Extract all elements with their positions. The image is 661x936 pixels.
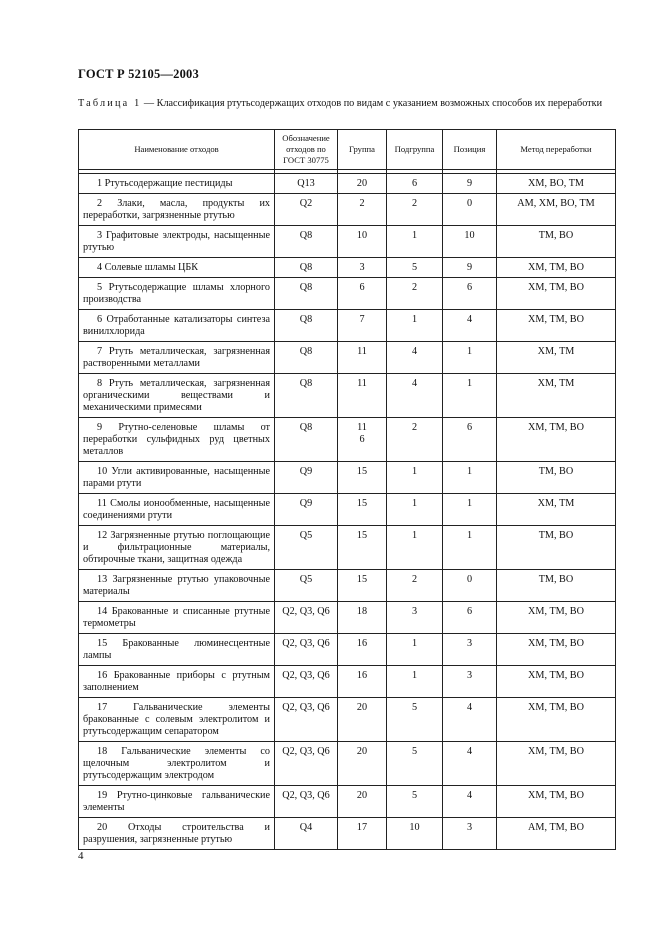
subgroup-cell: 5 <box>387 698 443 742</box>
waste-name: Ртуть металлическая, загрязненная органическими веществами и механическими примесями <box>83 378 270 413</box>
waste-name: Загрязненные ртутью упаковочные материалы <box>83 574 270 597</box>
group-cell: 3 <box>338 258 387 278</box>
method-cell: АМ, ТМ, ВО <box>497 818 616 850</box>
subgroup-cell: 1 <box>387 494 443 526</box>
waste-name-cell <box>79 462 275 494</box>
group-cell: 11 <box>338 342 387 374</box>
table-row <box>79 786 616 818</box>
waste-name: Ртуть металлическая, загрязненная растворенными металлами <box>83 346 270 369</box>
row-number: 10 <box>97 466 108 477</box>
row-number: 20 <box>97 822 108 833</box>
table-row <box>79 818 616 850</box>
method-cell: ХМ, ТМ, ВО <box>497 258 616 278</box>
table-row <box>79 494 616 526</box>
waste-name-cell <box>79 818 275 850</box>
method-cell: ТМ, ВО <box>497 462 616 494</box>
waste-name-cell <box>79 342 275 374</box>
waste-name-cell <box>79 226 275 258</box>
group-cell: 15 <box>338 526 387 570</box>
header-position: Позиция <box>443 130 497 170</box>
table-row <box>79 278 616 310</box>
position-cell: 0 <box>443 570 497 602</box>
table-row <box>79 342 616 374</box>
position-cell: 4 <box>443 310 497 342</box>
group-cell: 11 <box>338 374 387 418</box>
waste-name: Отходы строительства и разрушения, загрязненные ртутью <box>83 822 270 845</box>
waste-code-cell: Q8 <box>275 278 338 310</box>
waste-code-cell: Q8 <box>275 258 338 278</box>
group-cell: 2 <box>338 194 387 226</box>
group-cell: 10 <box>338 226 387 258</box>
group-cell: 20 <box>338 742 387 786</box>
waste-name-cell <box>79 418 275 462</box>
subgroup-cell: 10 <box>387 818 443 850</box>
header-subgroup: Подгруппа <box>387 130 443 170</box>
subgroup-cell: 2 <box>387 278 443 310</box>
group-cell: 6 <box>338 278 387 310</box>
waste-code-cell: Q9 <box>275 494 338 526</box>
row-number: 1 <box>97 178 103 189</box>
subgroup-cell: 1 <box>387 310 443 342</box>
waste-code-cell: Q2, Q3, Q6 <box>275 602 338 634</box>
row-number: 17 <box>97 702 108 713</box>
method-cell: АМ, ХМ, ВО, ТМ <box>497 194 616 226</box>
position-cell: 4 <box>443 698 497 742</box>
position-cell: 6 <box>443 278 497 310</box>
waste-name: Смолы ионообменные, насыщенные соединениями ртути <box>83 498 270 521</box>
waste-name-cell <box>79 526 275 570</box>
position-cell: 3 <box>443 818 497 850</box>
waste-name-cell <box>79 570 275 602</box>
table-row <box>79 602 616 634</box>
row-number: 6 <box>97 314 103 325</box>
method-cell: ХМ, ТМ, ВО <box>497 278 616 310</box>
waste-name-cell <box>79 374 275 418</box>
position-cell: 1 <box>443 374 497 418</box>
subgroup-cell: 2 <box>387 570 443 602</box>
waste-name-cell <box>79 174 275 194</box>
method-cell: ХМ, ТМ, ВО <box>497 310 616 342</box>
position-cell: 9 <box>443 174 497 194</box>
table-row <box>79 174 616 194</box>
subgroup-cell: 5 <box>387 786 443 818</box>
position-cell: 1 <box>443 342 497 374</box>
table-row <box>79 418 616 462</box>
position-cell: 4 <box>443 742 497 786</box>
waste-name: Ртутно-селеновые шламы от переработки сульфидных руд цветных металлов <box>83 422 270 457</box>
table-row <box>79 310 616 342</box>
position-cell: 6 <box>443 418 497 462</box>
row-number: 7 <box>97 346 103 357</box>
row-number: 18 <box>97 746 108 757</box>
waste-name: Бракованные и списанные ртутные термометры <box>83 606 271 629</box>
position-cell: 3 <box>443 666 497 698</box>
subgroup-cell: 6 <box>387 174 443 194</box>
waste-name-cell <box>79 310 275 342</box>
method-cell: ХМ, ТМ, ВО <box>497 786 616 818</box>
waste-name-cell <box>79 666 275 698</box>
waste-code-cell: Q8 <box>275 342 338 374</box>
table-row <box>79 666 616 698</box>
subgroup-cell: 5 <box>387 258 443 278</box>
waste-code-cell: Q2, Q3, Q6 <box>275 742 338 786</box>
row-number: 4 <box>97 262 103 273</box>
table-row <box>79 374 616 418</box>
waste-name: Графитовые электроды, насыщенные ртутью <box>83 230 270 253</box>
table-body <box>79 170 616 850</box>
table-header-row <box>79 130 616 170</box>
waste-code-cell: Q5 <box>275 526 338 570</box>
table-row <box>79 226 616 258</box>
waste-name: Угли активированные, насыщенные парами ртути <box>83 466 270 489</box>
subgroup-cell: 5 <box>387 742 443 786</box>
waste-name: Гальванические элементы со щелочным электролитом и ртутьсодержащим электродом <box>83 746 270 781</box>
waste-name: Бракованные люминесцентные лампы <box>83 638 270 661</box>
position-cell: 10 <box>443 226 497 258</box>
position-cell: 6 <box>443 602 497 634</box>
row-number: 12 <box>97 530 108 541</box>
position-cell: 9 <box>443 258 497 278</box>
row-number: 3 <box>97 230 103 241</box>
method-cell: ХМ, ТМ <box>497 342 616 374</box>
waste-name-cell <box>79 786 275 818</box>
subgroup-cell: 2 <box>387 418 443 462</box>
table-row <box>79 698 616 742</box>
row-number: 5 <box>97 282 103 293</box>
waste-code-cell: Q2, Q3, Q6 <box>275 698 338 742</box>
waste-code-cell: Q8 <box>275 374 338 418</box>
subgroup-cell: 1 <box>387 634 443 666</box>
position-cell: 4 <box>443 786 497 818</box>
table-caption-text: — Классификация ртутьсодержащих отходов по видам с указанием возможных способов их переработки <box>141 98 603 109</box>
waste-code-cell: Q13 <box>275 174 338 194</box>
position-cell: 1 <box>443 462 497 494</box>
waste-name-cell <box>79 194 275 226</box>
header-name: Наименование отходов <box>79 130 275 170</box>
subgroup-cell: 1 <box>387 666 443 698</box>
waste-code-cell: Q2, Q3, Q6 <box>275 666 338 698</box>
group-cell: 15 <box>338 494 387 526</box>
position-cell: 1 <box>443 494 497 526</box>
group-cell: 20 <box>338 786 387 818</box>
waste-name-cell <box>79 742 275 786</box>
group-cell: 17 <box>338 818 387 850</box>
method-cell: ХМ, ТМ, ВО <box>497 634 616 666</box>
subgroup-cell: 1 <box>387 526 443 570</box>
table-row <box>79 570 616 602</box>
method-cell: ХМ, ВО, ТМ <box>497 174 616 194</box>
method-cell: ТМ, ВО <box>497 526 616 570</box>
group-cell: 20 <box>338 698 387 742</box>
waste-name: Загрязненные ртутью поглощающие и фильтрационные материалы, обтирочные ткани, защитная одежда <box>83 530 270 565</box>
subgroup-cell: 1 <box>387 462 443 494</box>
waste-name-cell <box>79 278 275 310</box>
header-group: Группа <box>338 130 387 170</box>
subgroup-cell: 2 <box>387 194 443 226</box>
group-cell: 16 <box>338 634 387 666</box>
waste-name-cell <box>79 602 275 634</box>
table-row <box>79 526 616 570</box>
table-caption <box>78 98 615 110</box>
subgroup-cell: 4 <box>387 342 443 374</box>
waste-name: Ртутно-цинковые гальванические элементы <box>83 790 270 813</box>
waste-code-cell: Q8 <box>275 418 338 462</box>
subgroup-cell: 1 <box>387 226 443 258</box>
method-cell: ТМ, ВО <box>497 570 616 602</box>
waste-code-cell: Q8 <box>275 226 338 258</box>
waste-name: Отработанные катализаторы синтеза винилхлорида <box>83 314 270 337</box>
row-number: 9 <box>97 422 103 433</box>
document-code: ГОСТ Р 52105—2003 <box>78 67 199 81</box>
group-cell: 7 <box>338 310 387 342</box>
group-cell: 20 <box>338 174 387 194</box>
subgroup-cell: 4 <box>387 374 443 418</box>
waste-code-cell: Q9 <box>275 462 338 494</box>
position-cell: 3 <box>443 634 497 666</box>
row-number: 16 <box>97 670 108 681</box>
waste-name: Бракованные приборы с ртутным заполнением <box>83 670 270 693</box>
subgroup-cell: 3 <box>387 602 443 634</box>
waste-code-cell: Q2 <box>275 194 338 226</box>
method-cell: ТМ, ВО <box>497 226 616 258</box>
row-number: 2 <box>97 198 103 209</box>
method-cell: ХМ, ТМ, ВО <box>497 742 616 786</box>
waste-classification-table <box>78 129 616 850</box>
row-number: 14 <box>97 606 108 617</box>
row-number: 13 <box>97 574 108 585</box>
method-cell: ХМ, ТМ, ВО <box>497 698 616 742</box>
waste-name: Гальванические элементы бракованные с солевым электролитом и ртутьсодержащим сепаратором <box>83 702 270 737</box>
row-number: 15 <box>97 638 108 649</box>
group-cell: 15 <box>338 570 387 602</box>
waste-name-cell <box>79 258 275 278</box>
table-row <box>79 634 616 666</box>
row-number: 8 <box>97 378 103 389</box>
group-cell: 11 6 <box>338 418 387 462</box>
waste-name: Ртутьсодержащие пестициды <box>104 178 233 189</box>
waste-name-cell <box>79 494 275 526</box>
waste-name: Ртутьсодержащие шламы хлорного производства <box>83 282 270 305</box>
waste-name: Злаки, масла, продукты их переработки, загрязненные ртутью <box>83 198 270 221</box>
group-cell: 15 <box>338 462 387 494</box>
waste-code-cell: Q2, Q3, Q6 <box>275 786 338 818</box>
page-number: 4 <box>78 850 84 862</box>
waste-code-cell: Q5 <box>275 570 338 602</box>
waste-name-cell <box>79 634 275 666</box>
method-cell: ХМ, ТМ <box>497 374 616 418</box>
table-row <box>79 462 616 494</box>
waste-code-cell: Q2, Q3, Q6 <box>275 634 338 666</box>
group-cell: 18 <box>338 602 387 634</box>
waste-code-cell: Q4 <box>275 818 338 850</box>
row-number: 11 <box>97 498 107 509</box>
table-row <box>79 742 616 786</box>
method-cell: ХМ, ТМ, ВО <box>497 418 616 462</box>
group-cell: 16 <box>338 666 387 698</box>
table-caption-label: Таблица 1 <box>78 98 142 109</box>
header-code: Обозначение отходов по ГОСТ 30775 <box>275 130 338 170</box>
position-cell: 0 <box>443 194 497 226</box>
table-row <box>79 258 616 278</box>
waste-name-cell <box>79 698 275 742</box>
waste-code-cell: Q8 <box>275 310 338 342</box>
method-cell: ХМ, ТМ, ВО <box>497 602 616 634</box>
table-row <box>79 194 616 226</box>
method-cell: ХМ, ТМ, ВО <box>497 666 616 698</box>
header-method: Метод переработки <box>497 130 616 170</box>
method-cell: ХМ, ТМ <box>497 494 616 526</box>
row-number: 19 <box>97 790 108 801</box>
position-cell: 1 <box>443 526 497 570</box>
waste-name: Солевые шламы ЦБК <box>104 262 199 273</box>
